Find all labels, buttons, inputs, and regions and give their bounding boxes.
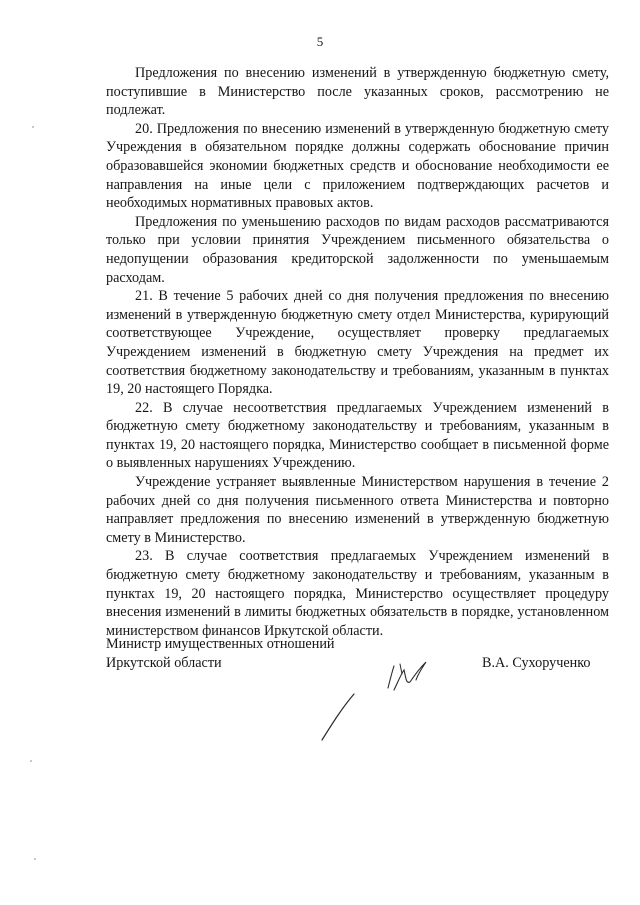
paragraph: 20. Предложения по внесению изменений в утвержденную бюджетную смету Учреждения в обязательном порядке должны содержать обоснование причин образовавшейся экономии бюджетных средств и обоснование необходимости ее направления на иные цели с приложением подтверждающих расчетов и необходимых нормативных правовых актов. <box>106 120 609 212</box>
signatory-title-line: Министр имущественных отношений <box>106 636 335 652</box>
scan-speck <box>30 760 32 762</box>
handwritten-signature <box>314 652 444 748</box>
scan-speck <box>34 858 36 860</box>
paragraph: Учреждение устраняет выявленные Министерством нарушения в течение 2 рабочих дней со дня получения письменного ответа Министерства и повторно направляет предложения по внесению изменений в утвержденную бюджетную смету в Министерство. <box>106 474 609 546</box>
page-number: 5 <box>316 34 324 49</box>
paragraph: Предложения по внесению изменений в утвержденную бюджетную смету, поступившие в Министерство после указанных сроков, рассмотрению не подлежат. <box>106 65 609 119</box>
paragraph: 22. В случае несоответствия предлагаемых Учреждением изменений в бюджетную смету бюджетному законодательству и требованиям, указанным в пунктах 19, 20 настоящего порядка, Министерство сообщает в письменной форме о выявленных нарушениях Учреждению. <box>106 399 609 472</box>
paragraph: 21. В течение 5 рабочих дней со дня получения предложения по внесению изменений в утвержденную бюджетную смету отдел Министерства, курирующий соответствующее Учреждение, осуществляет проверку предлагаемых Учреждением изменений в бюджетную смету Учреждения на предмет их соответствия бюджетному законодательству и требованиям, указанным в пунктах 19, 20 настоящего Порядка. <box>106 288 609 398</box>
signatory-title-line: Иркутской области <box>106 654 222 671</box>
scan-speck <box>32 126 34 128</box>
signatory-name: В.А. Сухорученко <box>482 655 591 671</box>
paragraph: 23. В случае соответствия предлагаемых Учреждением изменений в бюджетную смету бюджетному законодательству и требованиям, указанным в пунктах 19, 20 настоящего порядка, Министерство осуществляет процедуру внесения изменений в лимиты бюджетных обязательств в порядке, установленном министерством финансов Иркутской области. <box>106 548 609 639</box>
paragraph: Предложения по уменьшению расходов по видам расходов рассматриваются только при условии принятия Учреждением письменного обязательства о недопущении образования кредиторской задолженности по уменьшаемым расходам. <box>106 213 609 286</box>
document-body <box>106 64 609 640</box>
signatory-title <box>106 635 335 672</box>
